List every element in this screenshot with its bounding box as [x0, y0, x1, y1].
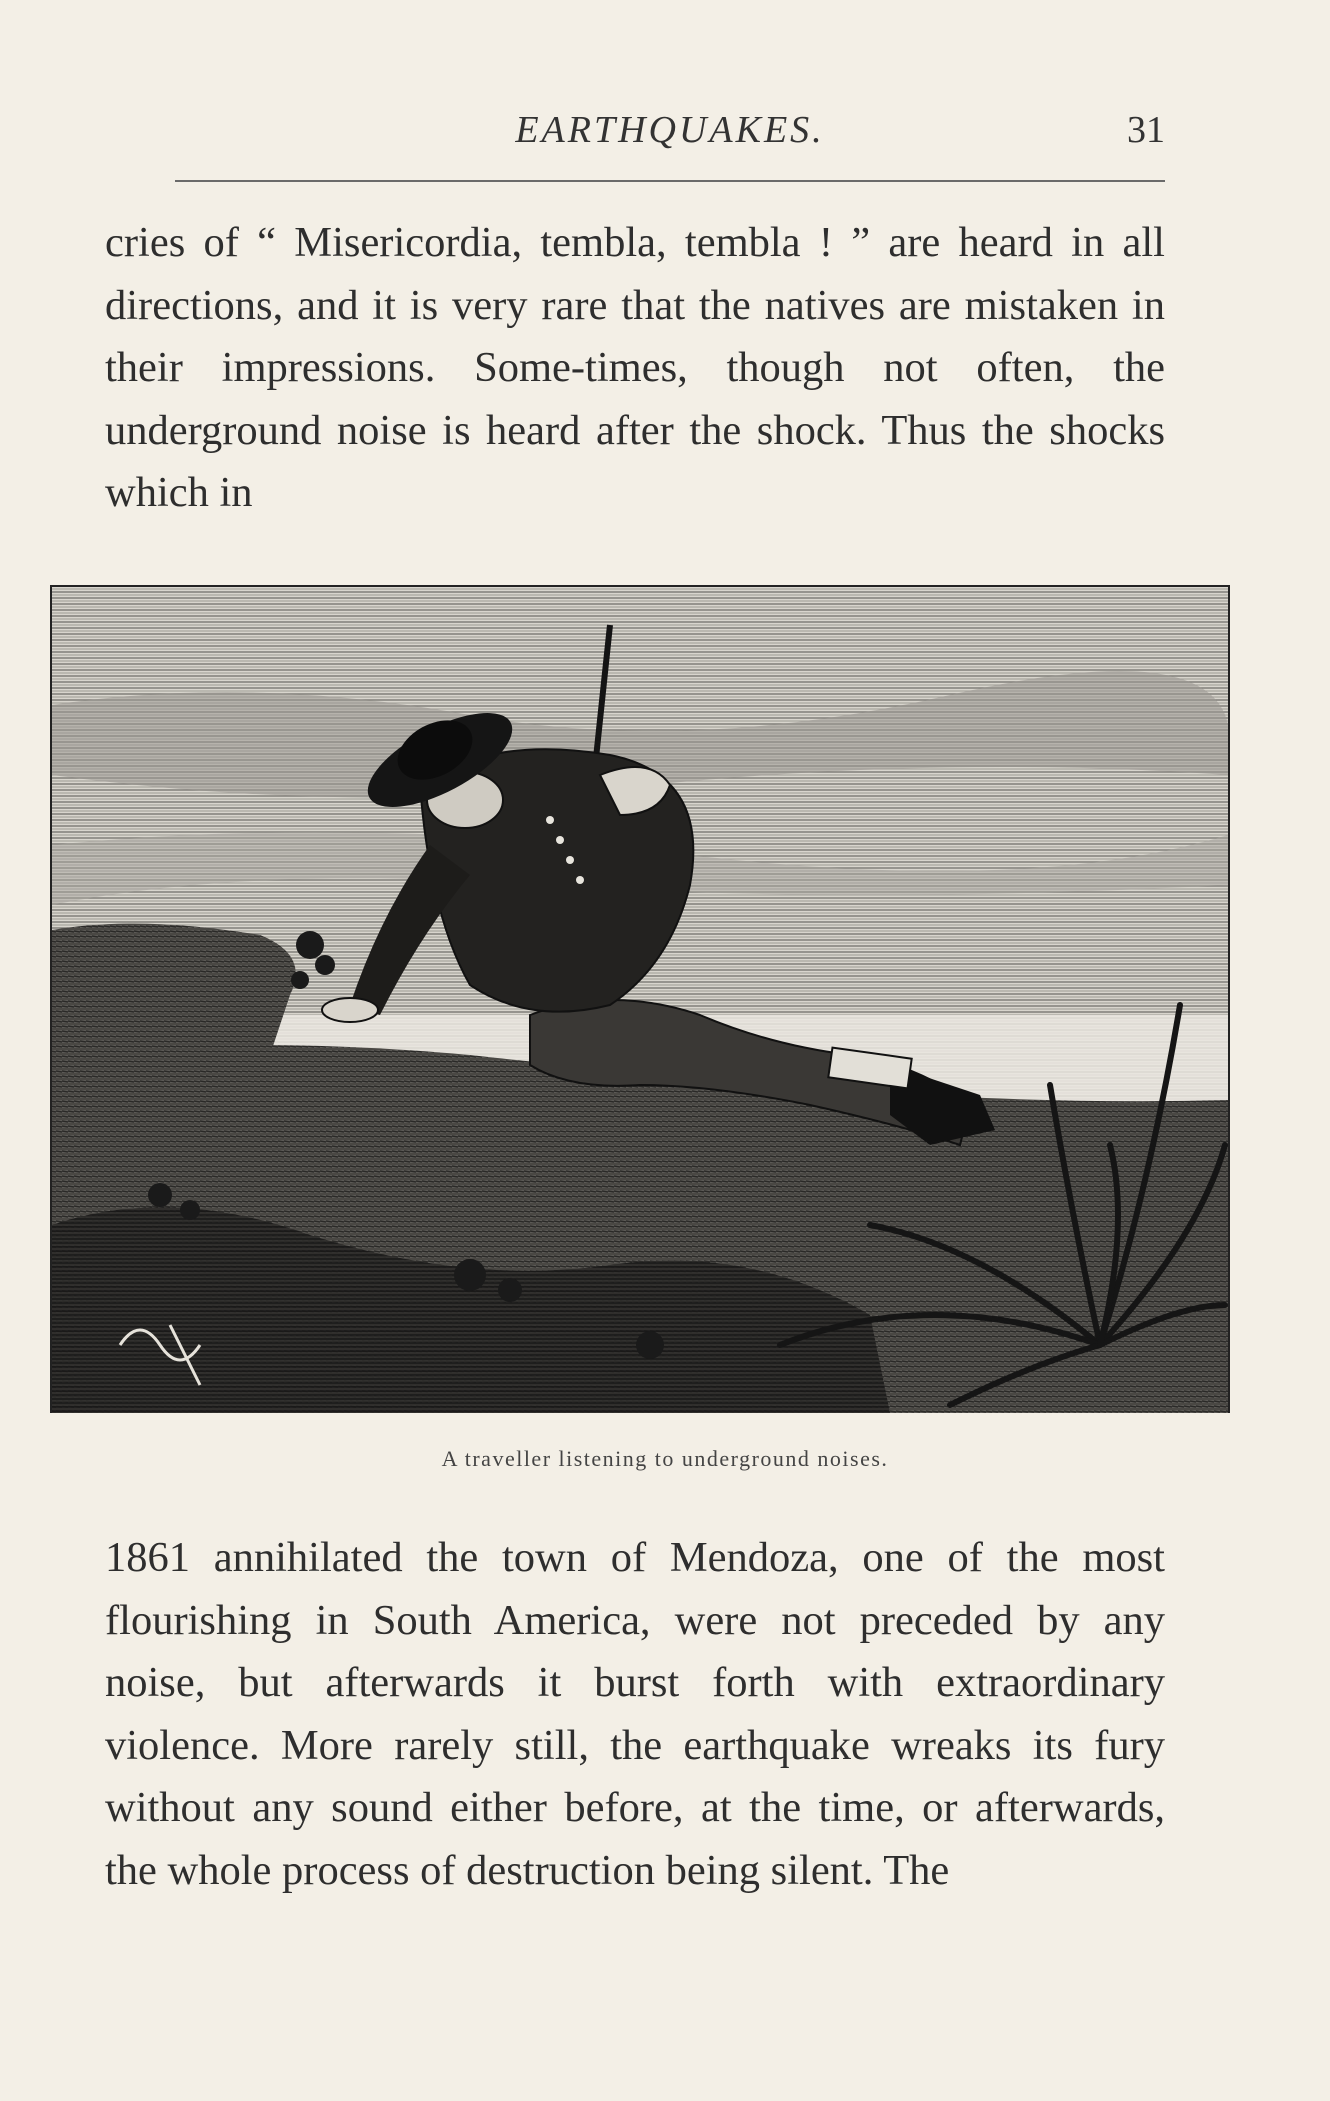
paragraph-bottom: 1861 annihilated the town of Mendoza, one of the most flourishing in South America, were not preceded by any noise, but afterwards it burst forth with extraordinary violence. More rarely still, the earthquake wreaks its fury without any sound either before, at the time, or afterwards, the whole process of destruction being silent. The: [105, 1534, 1165, 1894]
figure-caption: A traveller listening to underground noises.: [441, 1446, 889, 1471]
running-head: [175, 108, 1165, 168]
rock-ledge: [52, 924, 296, 1055]
paragraph-top: cries of “ Misericordia, tembla, tembla ! ” are heard in all directions, and it is very rare that the natives are mistaken in their impressions. Some-times, though not often, the underground noise is heard after the shock. Thus the shocks which in: [105, 219, 1165, 516]
page-number: 31: [1127, 109, 1165, 151]
engraving-illustration: [50, 585, 1230, 1413]
header-rule: [175, 180, 1165, 182]
running-title: EARTHQUAKES.: [515, 109, 825, 151]
engraving-drawing: [50, 585, 1230, 1413]
